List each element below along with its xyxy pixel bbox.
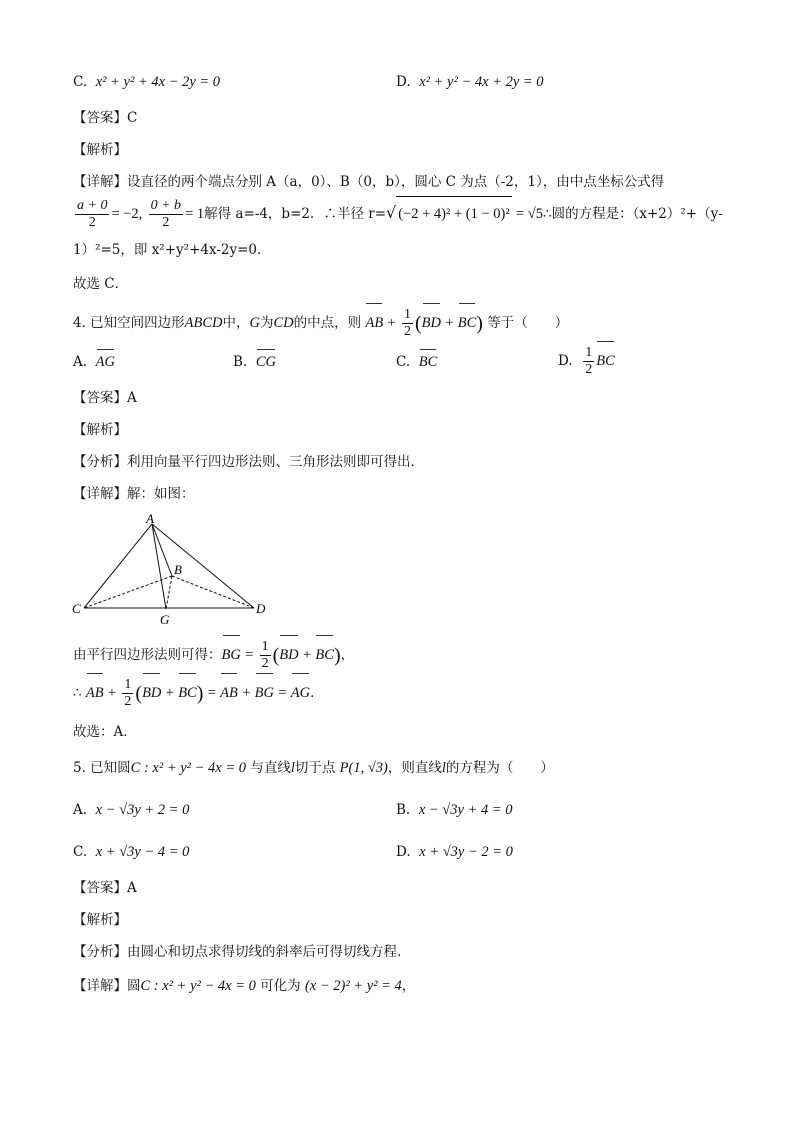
vector-bd: BD <box>422 306 441 340</box>
q4-option-d: D. $\frac{1}{2}$ BC <box>558 345 615 377</box>
q4-answer: 【答案】A <box>73 390 137 406</box>
q4-derivation: ∴ AB + $\frac{1}{2}$ (BD + BC) = AB + BG = AG． <box>73 677 324 709</box>
q4-tetrahedron-figure <box>68 514 278 630</box>
q5-stem: 5. 已知圆C : x² + y² − 4x = 0 与直线l切于点 P(1, √3)，则直线l的方程为（ ） <box>73 760 554 776</box>
q4-stem: 4. 已知空间四边形ABCD中，G为CD的中点，则 AB + $\frac{1}{2}$ (BD + BC) 等于（ ） <box>73 307 569 339</box>
q3-option-d-expr: x² + y² − 4x + 2y = 0 <box>419 74 544 90</box>
sqrt-icon: √ <box>386 203 397 222</box>
q5-option-c: C. x + √3y − 4 = 0 <box>73 844 190 860</box>
q4-conclusion: 故选：A． <box>73 724 137 740</box>
label-a: A <box>146 514 154 526</box>
q5-analysis-heading: 【解析】 <box>73 912 127 928</box>
q4-option-c: C. BC <box>396 354 438 370</box>
q5-detail: 【详解】圆C : x² + y² − 4x = 0 可化为 (x − 2)² + y² = 4， <box>73 978 416 994</box>
q4-half: $\frac{1}{2}$ <box>403 307 411 339</box>
vector-ab: AB <box>365 306 383 340</box>
q5-answer: 【答案】A <box>73 880 137 896</box>
q3-analysis-heading: 【解析】 <box>73 142 127 158</box>
q4-option-a: A. AG <box>73 354 115 370</box>
q4-parallelogram-rule: 由平行四边形法则可得：BG = $\frac{1}{2}$ (BD + BC)， <box>73 639 355 671</box>
label-b: B <box>174 562 182 577</box>
q4-analysis-heading: 【解析】 <box>73 422 127 438</box>
q3-detail-line-2: $\frac{a + 0}{2}$ = −2, $\frac{0 + b}{2}$ = 1解得 a=-4，b=2．∴半径 r=√ (−2 + 4)² + (1 − 0)² = √5∴圆的方程是：（x+2）²+（y- <box>77 198 723 230</box>
q3-conclusion: 故选 C． <box>73 276 129 292</box>
q3-fraction-2: $\frac{0 + b}{2}$ <box>150 198 182 230</box>
q4-option-b: B. CG <box>233 354 276 370</box>
q3-option-d: D. x² + y² − 4x + 2y = 0 <box>396 74 544 90</box>
edge-ag <box>152 524 166 609</box>
vector-bc: BC <box>458 306 477 340</box>
label-g: G <box>160 612 170 627</box>
q3-detail-line-3: 1）²=5，即 x²+y²+4x-2y=0． <box>73 242 271 258</box>
q5-option-d: D. x + √3y − 2 = 0 <box>396 844 513 860</box>
edge-bd <box>172 576 254 608</box>
edge-ad <box>152 524 254 608</box>
q3-fraction-1: $\frac{a + 0}{2}$ <box>77 198 108 230</box>
q3-answer: 【答案】C <box>73 110 138 126</box>
q3-radius-expr: (−2 + 4)² + (1 − 0)² <box>396 196 511 231</box>
edge-bg <box>166 576 172 609</box>
q5-analysis: 【分析】由圆心和切点求得切线的斜率后可得切线方程． <box>73 944 411 960</box>
q3-detail-line-1: 【详解】设直径的两个端点分别 A（a，0）、B（0，b），圆心 C 为点（-2，1），由中点坐标公式得 <box>73 174 665 190</box>
q3-option-c: C. x² + y² + 4x − 2y = 0 <box>73 74 221 90</box>
q4-analysis: 【分析】利用向量平行四边形法则、三角形法则即可得出． <box>73 454 424 470</box>
q5-option-b: B. x − √3y + 4 = 0 <box>396 802 513 818</box>
label-d: D <box>256 601 266 616</box>
q5-option-a: A. x − √3y + 2 = 0 <box>73 802 190 818</box>
q4-detail: 【详解】解：如图： <box>73 486 195 502</box>
q3-option-c-expr: x² + y² + 4x − 2y = 0 <box>95 74 221 90</box>
label-c: C <box>72 601 81 616</box>
